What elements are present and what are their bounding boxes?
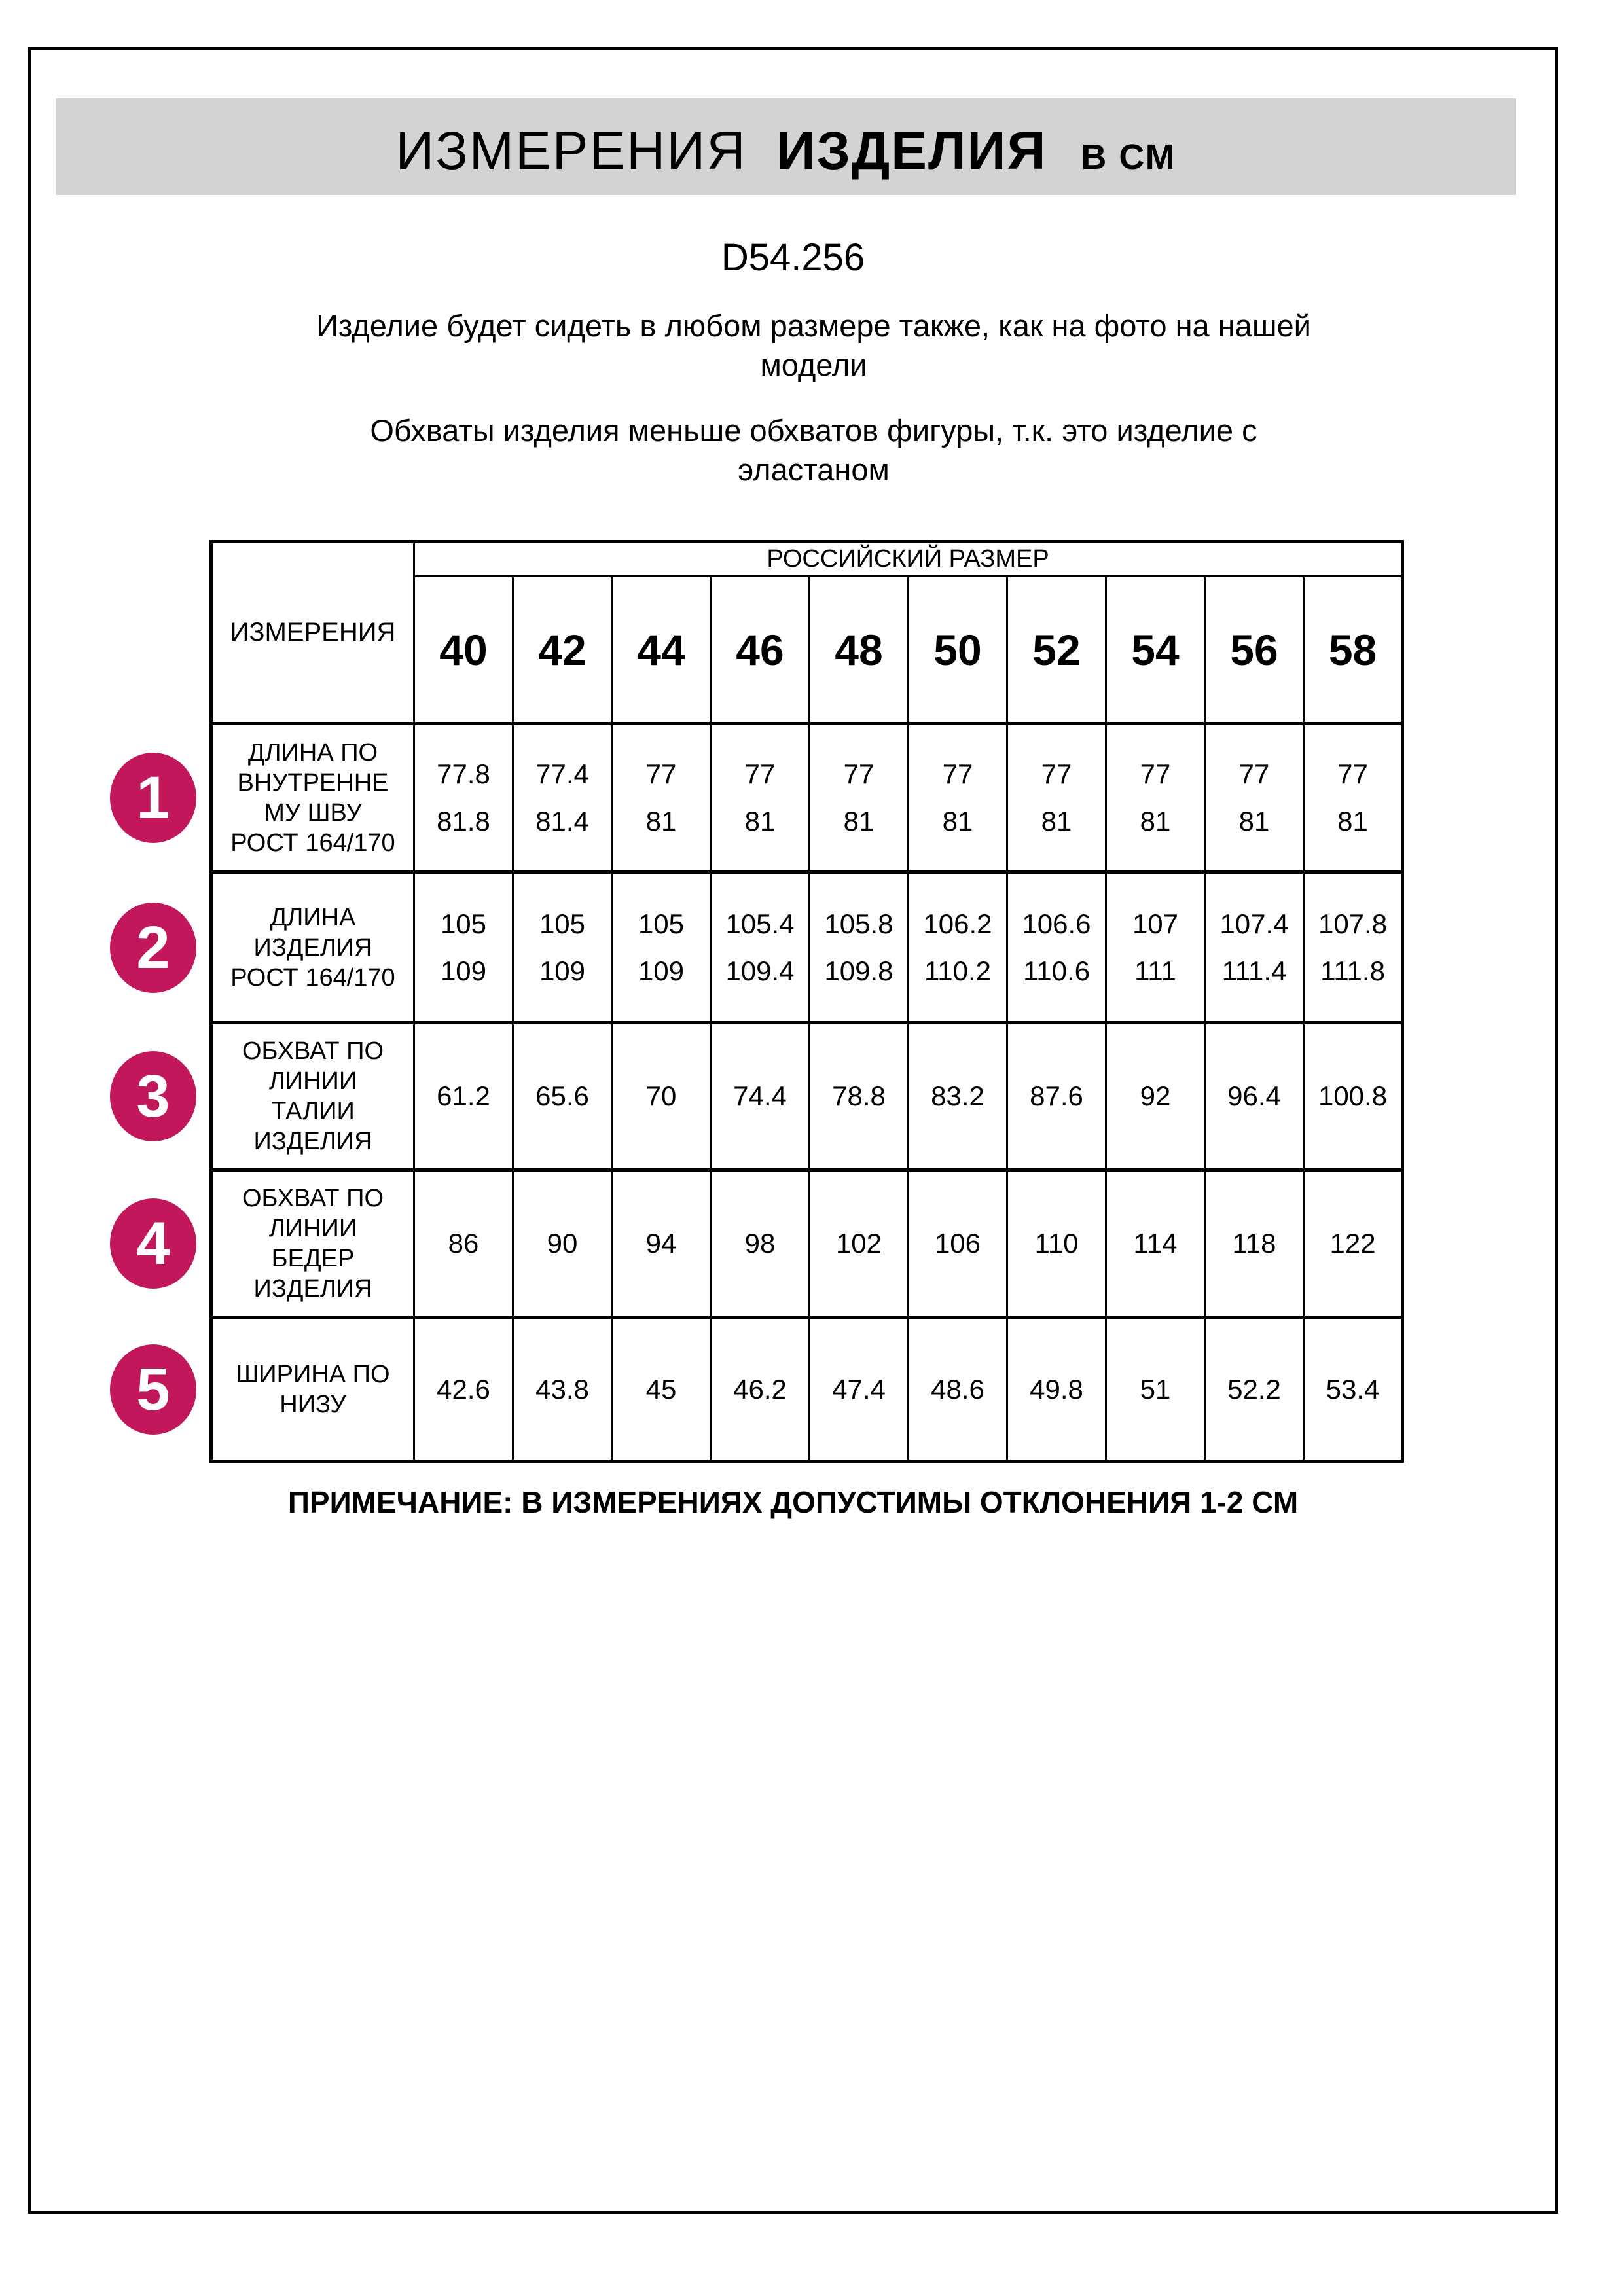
measurement-row (211, 1023, 1403, 1170)
size-column-header: 46 (711, 577, 810, 724)
measurement-value-cell: 48.6 (909, 1318, 1007, 1462)
measurement-value-cell: 65.6 (513, 1023, 612, 1170)
measurement-value-cell: 77 81 (1007, 724, 1106, 872)
measurement-value-cell: 107.4 111.4 (1205, 872, 1304, 1023)
title-units-text: В СМ (1081, 137, 1176, 177)
measurement-value-cell: 61.2 (414, 1023, 513, 1170)
measurement-value-cell: 47.4 (810, 1318, 909, 1462)
title-product-text: ИЗДЕЛИЯ (776, 121, 1047, 181)
row-label: ОБХВАТ ПО ЛИНИИ БЕДЕР ИЗДЕЛИЯ (211, 1170, 414, 1318)
row-number-badge: 2 (110, 903, 196, 993)
measurement-value-cell: 92 (1106, 1023, 1205, 1170)
measurement-row (211, 1318, 1403, 1462)
measurement-value-cell: 77 81 (1304, 724, 1403, 872)
measurement-value-cell: 86 (414, 1170, 513, 1318)
measurement-value-cell: 96.4 (1205, 1023, 1304, 1170)
measurement-value-cell: 122 (1304, 1170, 1403, 1318)
measurement-value-cell: 105 109 (513, 872, 612, 1023)
measurement-value-cell: 45 (612, 1318, 711, 1462)
row-label: ДЛИНА ИЗДЕЛИЯ РОСТ 164/170 (211, 872, 414, 1023)
row-label: ОБХВАТ ПО ЛИНИИ ТАЛИИ ИЗДЕЛИЯ (211, 1023, 414, 1170)
title-banner (56, 98, 1516, 195)
measurement-value-cell: 70 (612, 1023, 711, 1170)
measurement-value-cell: 77 81 (810, 724, 909, 872)
measurement-value-cell: 49.8 (1007, 1318, 1106, 1462)
measurement-value-cell: 43.8 (513, 1318, 612, 1462)
description-2-line-2: эластаном (738, 452, 890, 487)
measurement-value-cell: 106 (909, 1170, 1007, 1318)
size-column-header: 54 (1106, 577, 1205, 724)
measurement-value-cell: 114 (1106, 1170, 1205, 1318)
row-number-badge: 4 (110, 1198, 196, 1289)
measurement-value-cell: 53.4 (1304, 1318, 1403, 1462)
measurement-row (211, 872, 1403, 1023)
size-column-header: 56 (1205, 577, 1304, 724)
measurement-value-cell: 106.2 110.2 (909, 872, 1007, 1023)
measurement-row (211, 724, 1403, 872)
measurement-value-cell: 46.2 (711, 1318, 810, 1462)
size-group-header: РОССИЙСКИЙ РАЗМЕР (414, 542, 1403, 577)
corner-header-cell: ИЗМЕРЕНИЯ (211, 542, 414, 724)
size-column-header: 50 (909, 577, 1007, 724)
size-column-header: 42 (513, 577, 612, 724)
page-title (395, 120, 1176, 182)
measurement-value-cell: 118 (1205, 1170, 1304, 1318)
measurement-value-cell: 77 81 (1106, 724, 1205, 872)
measurement-value-cell: 106.6 110.6 (1007, 872, 1106, 1023)
row-number-badge: 5 (110, 1344, 196, 1435)
title-measurements-text: ИЗМЕРЕНИЯ (395, 121, 747, 181)
measurement-value-cell: 98 (711, 1170, 810, 1318)
size-column-header: 44 (612, 577, 711, 724)
measurement-value-cell: 100.8 (1304, 1023, 1403, 1170)
measurement-value-cell: 105.8 109.8 (810, 872, 909, 1023)
measurement-value-cell: 77 81 (909, 724, 1007, 872)
size-column-header: 40 (414, 577, 513, 724)
row-label: ШИРИНА ПО НИЗУ (211, 1318, 414, 1462)
description-paragraph-2 (159, 411, 1468, 490)
measurement-value-cell: 83.2 (909, 1023, 1007, 1170)
model-code: D54.256 (721, 236, 865, 279)
description-1-line-1: Изделие будет сидеть в любом размере также, как на фото на нашей (316, 308, 1311, 343)
measurement-value-cell: 52.2 (1205, 1318, 1304, 1462)
measurement-value-cell: 90 (513, 1170, 612, 1318)
description-1-line-2: модели (760, 348, 867, 382)
measurement-value-cell: 78.8 (810, 1023, 909, 1170)
measurement-row (211, 1170, 1403, 1318)
size-table (209, 540, 1404, 1463)
measurement-value-cell: 77 81 (711, 724, 810, 872)
measurement-value-cell: 110 (1007, 1170, 1106, 1318)
measurement-value-cell: 105 109 (612, 872, 711, 1023)
measurement-value-cell: 107.8 111.8 (1304, 872, 1403, 1023)
measurement-value-cell: 77.4 81.4 (513, 724, 612, 872)
row-label: ДЛИНА ПО ВНУТРЕННЕ МУ ШВУ РОСТ 164/170 (211, 724, 414, 872)
description-2-line-1: Обхваты изделия меньше обхватов фигуры, т.к. это изделие с (370, 413, 1257, 448)
measurement-value-cell: 102 (810, 1170, 909, 1318)
measurement-value-cell: 74.4 (711, 1023, 810, 1170)
row-number-badge: 3 (110, 1051, 196, 1141)
size-column-header: 58 (1304, 577, 1403, 724)
measurement-value-cell: 105.4 109.4 (711, 872, 810, 1023)
size-column-header: 52 (1007, 577, 1106, 724)
measurement-value-cell: 42.6 (414, 1318, 513, 1462)
measurement-value-cell: 77 81 (612, 724, 711, 872)
measurement-value-cell: 107 111 (1106, 872, 1205, 1023)
note-text: ПРИМЕЧАНИЕ: В ИЗМЕРЕНИЯХ ДОПУСТИМЫ ОТКЛОНЕНИЯ 1-2 СМ (287, 1485, 1299, 1519)
measurement-value-cell: 77.8 81.8 (414, 724, 513, 872)
measurement-value-cell: 94 (612, 1170, 711, 1318)
size-column-header: 48 (810, 577, 909, 724)
measurement-value-cell: 77 81 (1205, 724, 1304, 872)
measurement-value-cell: 87.6 (1007, 1023, 1106, 1170)
measurement-value-cell: 105 109 (414, 872, 513, 1023)
description-paragraph-1 (159, 306, 1468, 385)
row-number-badge: 1 (110, 753, 196, 843)
measurement-value-cell: 51 (1106, 1318, 1205, 1462)
size-group-row (211, 542, 1403, 577)
